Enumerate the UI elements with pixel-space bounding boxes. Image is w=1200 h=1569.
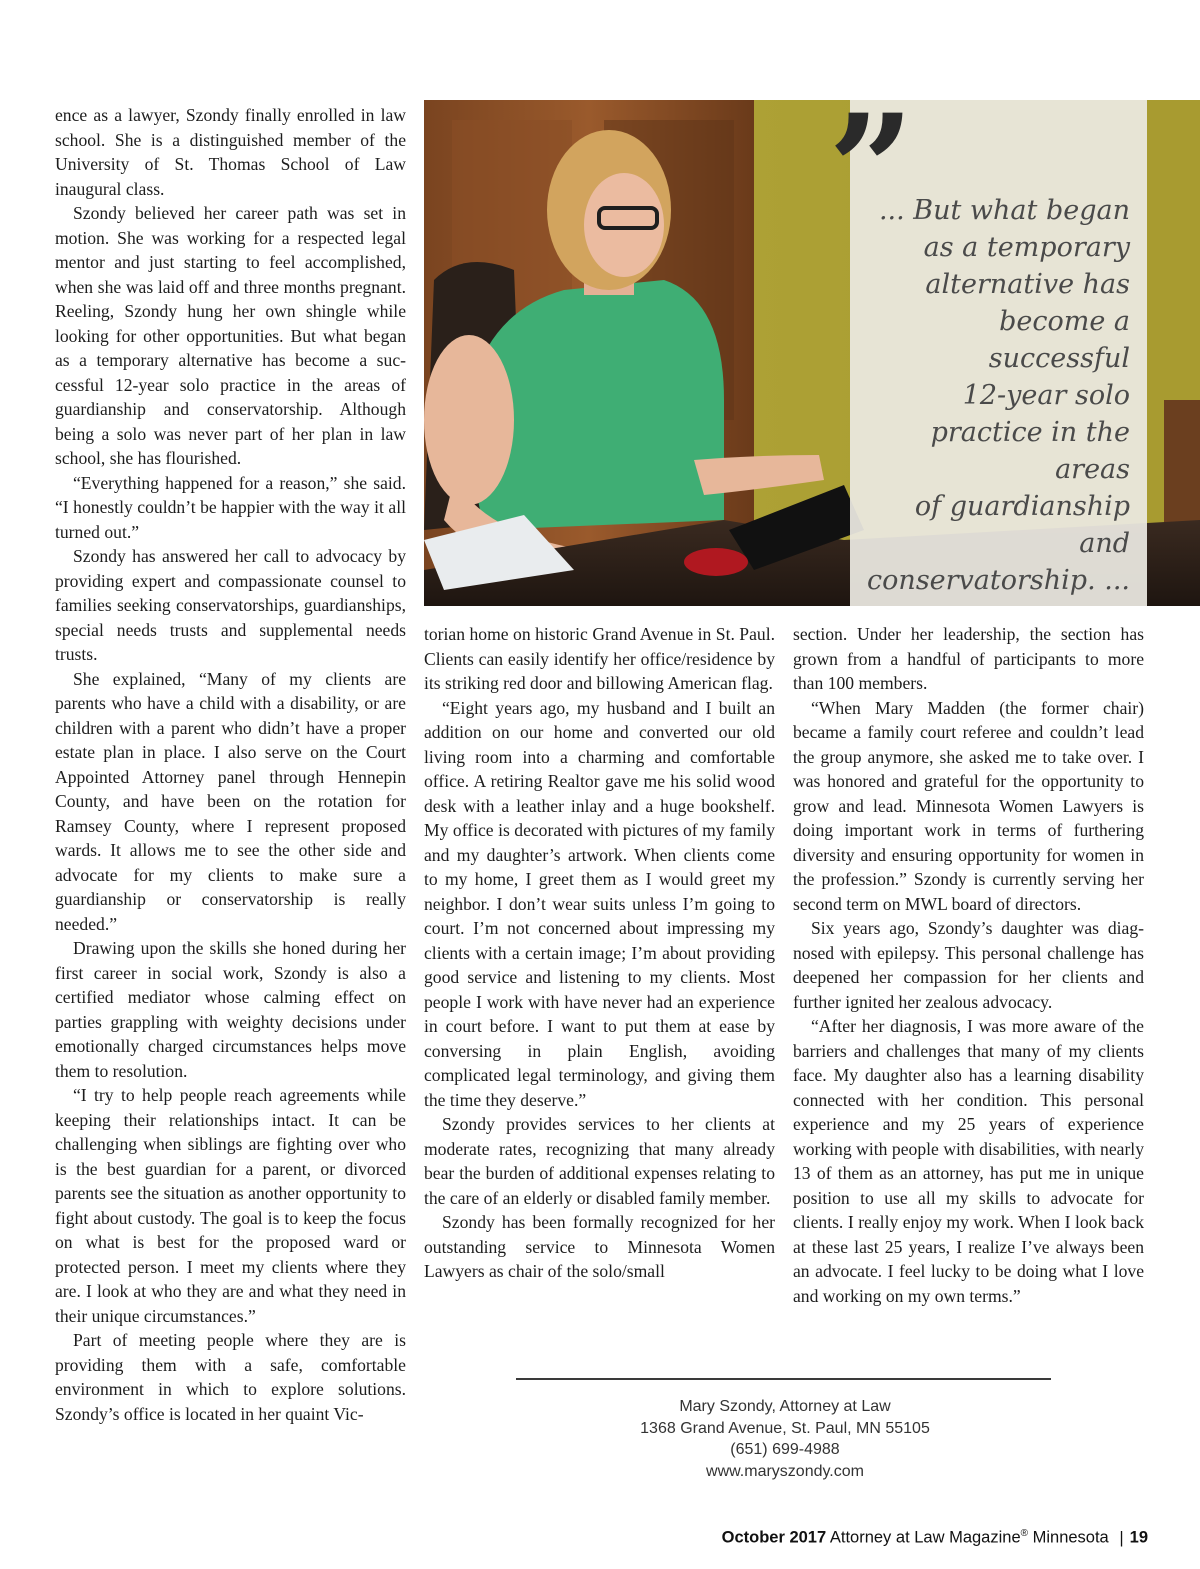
paragraph: ence as a lawyer, Szondy finally enrolled in law school. She is a distinguished member of the University of St. Thomas School of Law inaugural class. bbox=[55, 105, 406, 199]
page-number: 19 bbox=[1129, 1528, 1148, 1547]
magazine-name: Attorney at Law Magazine bbox=[829, 1528, 1021, 1547]
contact-info bbox=[560, 1396, 1010, 1482]
paragraph: “After her diagnosis, I was more aware of the barriers and challenges that many of my clients face. My daughter also has a learning disability connected with her condition. This personal experience and my 25 years of experience working with people with disabilities, with nearly 13 of them as an attorney, has put me in unique position to use all my skills to advocate for clients. I really enjoy my work. When I look back at these last 25 years, I realize I’ve always been an advocate. I feel lucky to be doing what I love and working on my own terms.” bbox=[793, 1016, 1144, 1306]
pull-quote: ... But what began as a temporary alternative has become a successful 12-year solo practice in the areas of guardianship and conservatorship. ... bbox=[867, 195, 1130, 596]
edition-name: Minnesota bbox=[1032, 1528, 1109, 1547]
page-footer bbox=[722, 1528, 1148, 1548]
paragraph: “I try to help people reach agreements while keeping their relationships intact. It can be challenging when siblings are fighting over who is the best guardian for a parent, or divorced parents see the situation as another opportunity to fight about custody. The goal is to keep the focus on what is best for the proposed ward or protected person. I meet my clients where they are. I look at who they are and what they need in their unique circumstances.” bbox=[55, 1085, 406, 1326]
paragraph: “Eight years ago, my husband and I built an addition on our home and converted our old living room into a charming and comfortable office. A retiring Realtor gave me his solid wood desk with a leather inlay and a huge bookshelf. My office is decorated with pictures of my family and my daughter’s artwork. When clients come to my home, I greet them as I would greet my neighbor. I don’t wear suits unless I’m going to court. I’m not concerned about impressing my clients with a certain image; I’m about providing good service and listening to my clients. Most people I work with have never had an experience in court before. I want to put them at ease by conversing in plain English, avoiding complicated legal terminology, and giving them the time they deserve.” bbox=[424, 697, 775, 1110]
contact-name: Mary Szondy, Attorney at Law bbox=[679, 1398, 891, 1415]
paragraph: Szondy has been formally recognized for her outstanding service to Minnesota Women Lawyers as chair of the solo/small bbox=[424, 1212, 775, 1281]
paragraph: Six years ago, Szondy’s daughter was diagnosed with epilepsy. This personal challenge has deepened her compassion for her clients and further ignited her zealous advocacy. bbox=[793, 918, 1144, 1012]
contact-website[interactable]: www.maryszondy.com bbox=[706, 1462, 864, 1480]
paragraph: Part of meeting people where they are is providing them with a safe, comfortable environment in which to explore solutions. Szondy’s office is located in her quaint Vic- bbox=[55, 1330, 406, 1424]
quote-mark-icon: ” bbox=[828, 82, 915, 258]
divider bbox=[516, 1378, 1051, 1380]
paragraph: Szondy believed her career path was set in motion. She was working for a respected legal mentor and just starting to feel accomplished, when she was laid off and three months pregnant. Reeling, Szondy hung her own shingle while looking for other opportunities. But what began as a temporary alternative has become a successful 12-year solo practice in the areas of guardianship and conservatorship. Although being a solo was never part of her plan in law school, she has flourished. bbox=[55, 203, 406, 468]
paragraph: “Everything happened for a reason,” she said. “I honestly couldn’t be happier with the way it all turned out.” bbox=[55, 472, 406, 542]
article-column-3 bbox=[793, 622, 1144, 1308]
paragraph: Szondy provides services to her clients at moderate rates, recognizing that many already bear the burden of additional expenses relating to the care of an elderly or disabled family member. bbox=[424, 1114, 775, 1208]
paragraph: Drawing upon the skills she honed during her first career in social work, Szondy is also a certified mediator whose calming effect on parties grappling with weighty decisions under emotionally charged circumstances helps move them to resolution. bbox=[55, 938, 406, 1081]
paragraph: “When Mary Madden (the former chair) became a family court referee and couldn’t lead the group anymore, she asked me to take over. I was honored and grateful for the opportunity to grow and lead. Minnesota Women Lawyers is doing important work in terms of furthering diversity and ensuring opportunity for women in the profession.” Szondy is currently serving her second term on MWL board of directors. bbox=[793, 697, 1144, 914]
issue-date: October 2017 bbox=[721, 1528, 827, 1547]
contact-address: 1368 Grand Avenue, St. Paul, MN 55105 bbox=[640, 1419, 930, 1437]
footer-separator: | bbox=[1119, 1528, 1124, 1547]
paragraph: Szondy has answered her call to advocacy by providing expert and compassionate counsel to families seeking conservatorships, guardianships, special needs trusts and supplemental needs trusts. bbox=[55, 546, 406, 664]
registered-mark: ® bbox=[1020, 1528, 1029, 1539]
article-column-2 bbox=[424, 622, 775, 1284]
paragraph: section. Under her leadership, the section has grown from a handful of participants to more than 100 members. bbox=[793, 624, 1144, 693]
paragraph: She explained, “Many of my clients are parents who have a child with a disability, or are children with a parent who didn’t have a proper estate plan in place. I also serve on the Court Appointed Attorney panel through Hennepin County, and have been on the rotation for Ramsey County, where I represent proposed wards. It allows me to see the other side and advocate for my clients to make sure a guardianship or conservatorship is really needed.” bbox=[55, 668, 406, 934]
paragraph: torian home on historic Grand Avenue in St. Paul. Clients can easily identify her office/residence by its striking red door and billowing American flag. bbox=[424, 624, 775, 693]
article-column-1 bbox=[55, 103, 406, 1426]
contact-phone: (651) 699-4988 bbox=[730, 1441, 840, 1458]
